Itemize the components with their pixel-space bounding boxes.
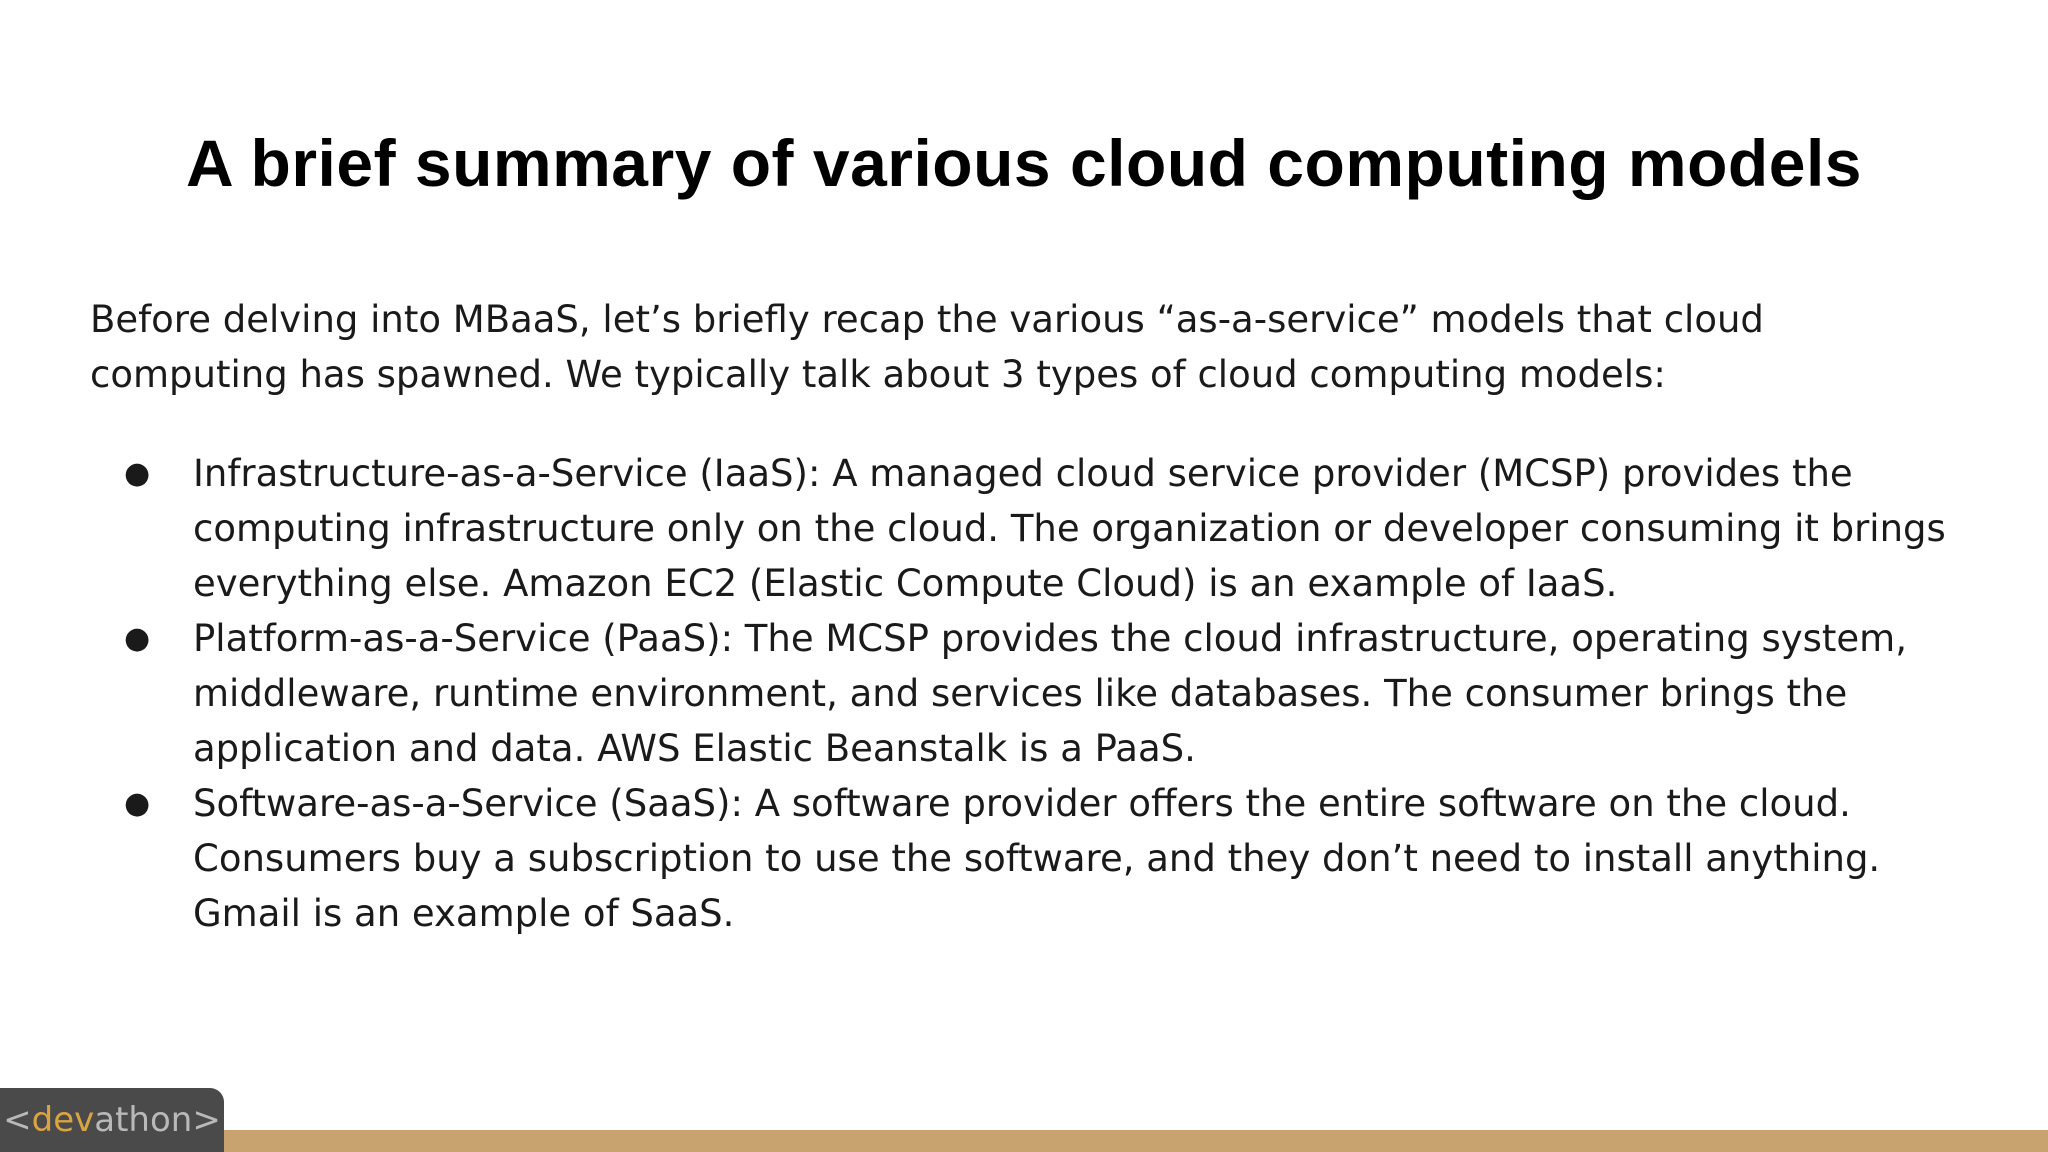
bullet-item-paas bbox=[90, 611, 1970, 776]
logo-rest-text: athon bbox=[94, 1100, 193, 1140]
bullet-icon: ● bbox=[124, 786, 151, 821]
bullet-list bbox=[90, 446, 1970, 941]
intro-paragraph: Before delving into MBaaS, let’s briefly recap the various “as-a-service” models that cloud computing has spawned. We typically talk about 3 types of cloud computing models: bbox=[90, 298, 1764, 396]
bullet-text: Infrastructure-as-a-Service (IaaS): A managed cloud service provider (MCSP) provides the computing infrastructure only on the cloud. The organization or developer consuming it brings everything else. Amazon EC2 (Elastic Compute Cloud) is an example of IaaS. bbox=[193, 452, 1946, 605]
slide-body bbox=[90, 292, 1970, 941]
logo-accent-text: dev bbox=[31, 1100, 95, 1140]
bullet-text: Platform-as-a-Service (PaaS): The MCSP provides the cloud infrastructure, operating system, middleware, runtime environment, and services like databases. The consumer brings the application and data. AWS Elastic Beanstalk is a PaaS. bbox=[193, 617, 1907, 770]
logo-bracket-open: < bbox=[3, 1100, 32, 1140]
bullet-icon: ● bbox=[124, 621, 151, 656]
bullet-icon: ● bbox=[124, 456, 151, 491]
logo-bracket-close: > bbox=[192, 1100, 221, 1140]
footer-bar bbox=[0, 1130, 2048, 1152]
bullet-text: Software-as-a-Service (SaaS): A software provider offers the entire software on the cloud. Consumers buy a subscription to use the software, and they don’t need to install anything. Gmail is an example of SaaS. bbox=[193, 782, 1881, 935]
devathon-logo bbox=[0, 1088, 224, 1152]
bullet-item-saas bbox=[90, 776, 1970, 941]
bullet-item-iaas bbox=[90, 446, 1970, 611]
slide-title: A brief summary of various cloud computing models bbox=[186, 126, 1862, 200]
